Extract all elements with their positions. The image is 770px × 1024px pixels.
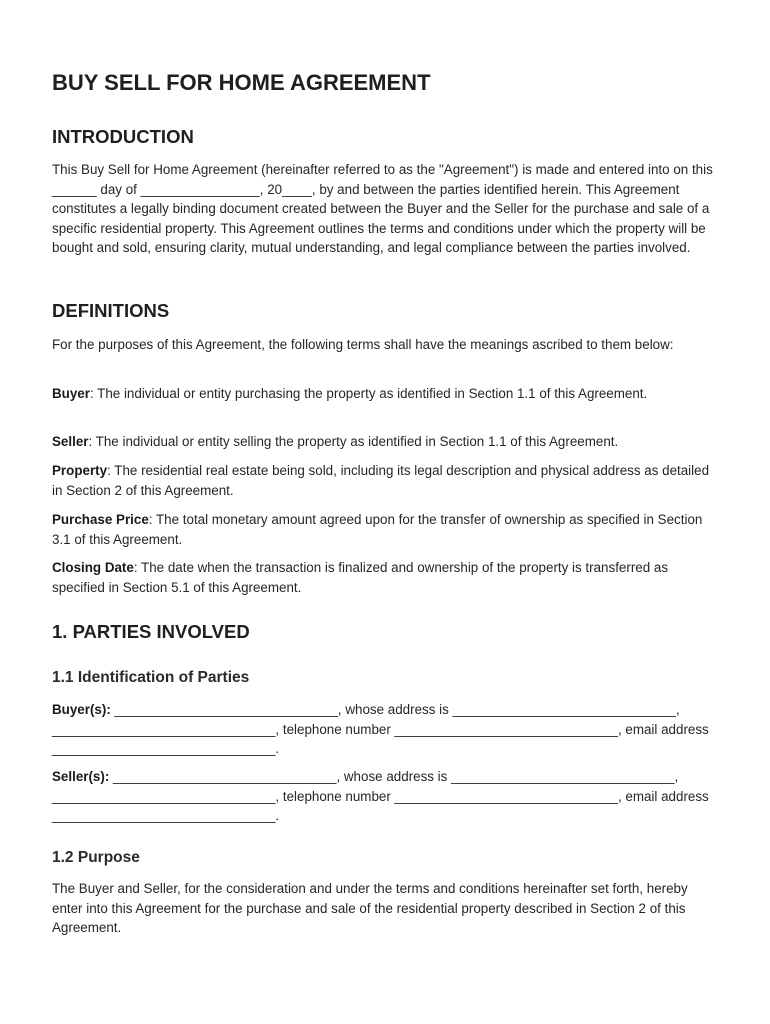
definition-seller (52, 432, 720, 452)
definition-buyer (52, 384, 720, 404)
definition-text: : The residential real estate being sold, including its legal description and physical address as detailed in Section 2 of this Agreement. (52, 463, 710, 498)
definition-term: Property (52, 463, 108, 478)
definition-text: : The total monetary amount agreed upon for the transfer of ownership as specified in Section 3.1 of this Agreement. (52, 512, 703, 547)
definition-property (52, 461, 720, 500)
definition-term: Purchase Price (52, 512, 149, 527)
document-title: BUY SELL FOR HOME AGREEMENT (52, 70, 431, 95)
definition-term: Seller (52, 434, 89, 449)
identification-heading: 1.1 Identification of Parties (52, 669, 250, 686)
definition-term: Closing Date (52, 560, 134, 575)
purpose-paragraph: The Buyer and Seller, for the consideration and under the terms and conditions hereinafter set forth, hereby enter into this Agreement for the purchase and sale of the residential property described in Section 2 of this Agreement. (52, 881, 688, 936)
parties-heading: 1. PARTIES INVOLVED (52, 621, 250, 642)
definition-text: : The individual or entity selling the property as identified in Section 1.1 of this Agreement. (88, 434, 619, 449)
definitions-heading: DEFINITIONS (52, 300, 170, 321)
definition-text: : The individual or entity purchasing the property as identified in Section 1.1 of this Agreement. (89, 386, 648, 401)
seller-fields: ______________________________, whose address is ______________________________, ______________________________, telephone number ______________________________, email address ______________________________. (52, 769, 709, 824)
introduction-paragraph: This Buy Sell for Home Agreement (hereinafter referred to as the "Agreement") is made and entered into on this ______ day of ________________, 20____, by and between the parties identified herein. This Agreement constitutes a legally binding document created between the Buyer and the Seller for the purchase and sale of a specific residential property. This Agreement outlines the terms and conditions under which the property will be bought and sold, ensuring clarity, mutual understanding, and legal compliance between the parties involved. (52, 162, 713, 256)
seller-identification (52, 767, 720, 826)
definition-term: Buyer (52, 386, 90, 401)
introduction-heading: INTRODUCTION (52, 126, 194, 147)
buyer-identification (52, 700, 720, 759)
purpose-heading: 1.2 Purpose (52, 849, 140, 866)
buyer-label: Buyer(s): (52, 702, 111, 717)
definitions-intro: For the purposes of this Agreement, the following terms shall have the meanings ascribed to them below: (52, 337, 674, 352)
buyer-fields: ______________________________, whose address is ______________________________, ______________________________, telephone number ______________________________, email address ______________________________. (52, 702, 709, 757)
definition-closing-date (52, 558, 720, 597)
definition-purchase-price (52, 510, 720, 549)
definition-text: : The date when the transaction is finalized and ownership of the property is transferred as specified in Section 5.1 of this Agreement. (52, 560, 669, 595)
seller-label: Seller(s): (52, 769, 110, 784)
